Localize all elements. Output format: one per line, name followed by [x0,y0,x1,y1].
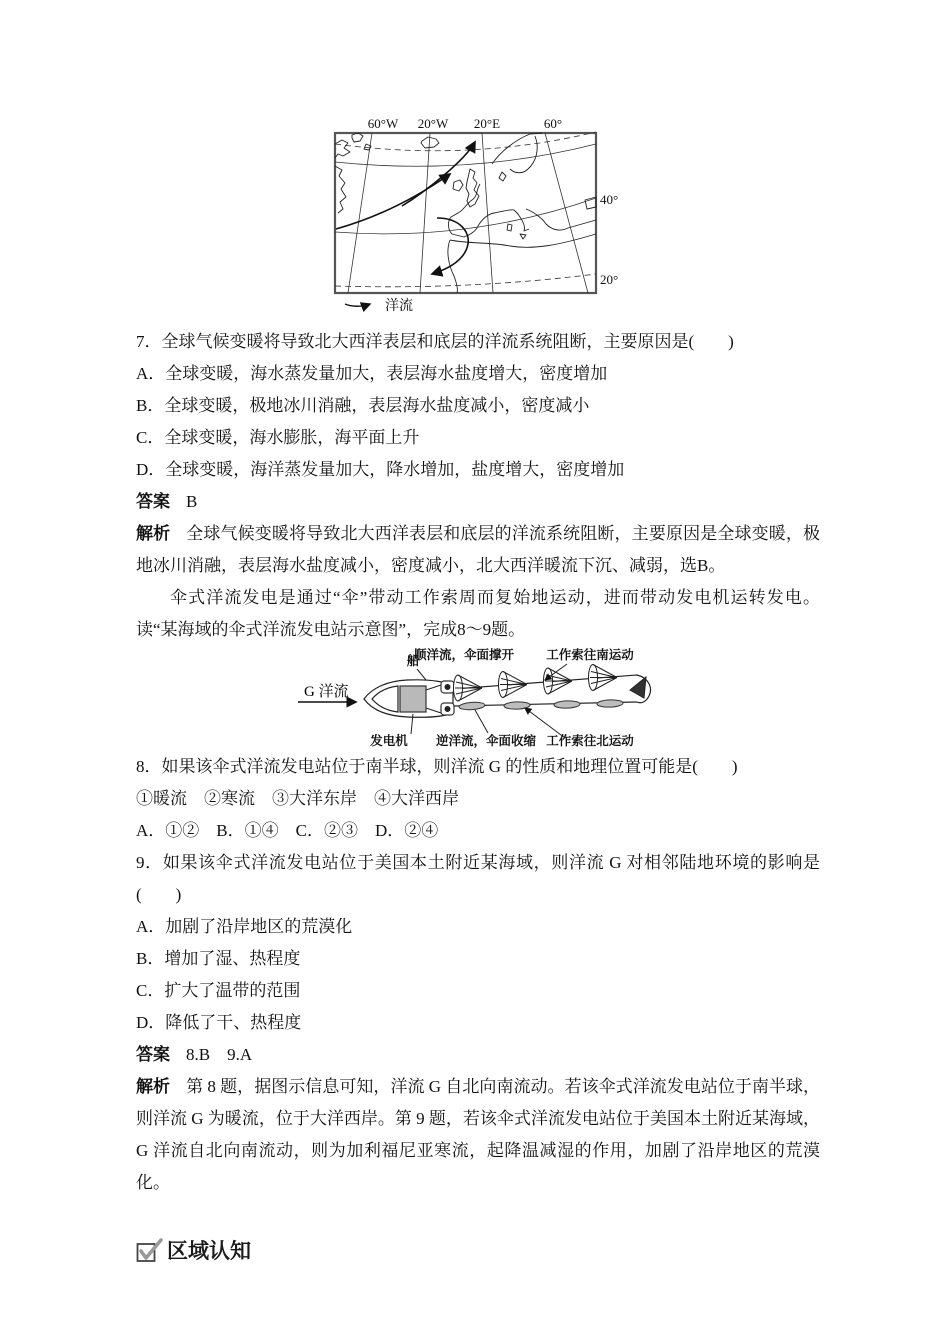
analysis-label: 解析 [136,524,171,543]
q89-analysis [136,1071,820,1199]
map-border [335,133,596,293]
lon-label-60e: 60° [543,116,563,131]
lon-label-60w: 60°W [367,116,399,131]
folded-umbrella [630,677,646,698]
q8-suboptions: ①暖流 ②寒流 ③大洋东岸 ④大洋西岸 [136,789,459,808]
q7-stem: 7．全球气候变暖将导致北大西洋表层和底层的洋流系统阻断，主要原因是( ) [136,332,734,351]
section-header [136,1235,820,1265]
bottom-state-label: 逆洋流，伞面收缩 [435,734,537,748]
q7-option-a: A．全球变暖，海水蒸发量加大，表层海水盐度增大，密度增加 [136,364,608,383]
answer-label: 答案 [136,492,170,511]
legend-current-arrow [345,304,370,306]
generator-box [400,686,426,712]
atlantic-current-map [330,114,630,318]
lon-label-20w: 20°W [417,116,449,131]
q9-stem: 9．如果该伞式洋流发电站位于美国本土附近某海域，则洋流 G 对相邻陆地环境的影响是( ) [136,853,820,904]
generator-label: 发电机 [370,734,408,748]
q7-answer-line [136,486,820,518]
q8-stem: 8．如果该伞式洋流发电站位于南半球，则洋流 G 的性质和地理位置可能是( ) [136,757,738,776]
q7-answer-value: B [186,492,198,511]
lat-label-40: 40° [600,192,619,207]
current-g-label: G 洋流 [304,684,349,700]
power-station-svg [282,648,674,748]
bottom-motion-label: 工作索往北运动 [546,734,634,748]
q7-option-d: D．全球变暖，海洋蒸发量加大，降水增加，盐度增大，密度增加 [136,460,625,479]
answer-label: 答案 [136,1045,170,1064]
q9-option-a: A．加剧了沿岸地区的荒漠化 [136,917,353,936]
question-content [136,326,820,1265]
top-motion-label: 工作索往南运动 [546,648,634,662]
q7-option-c: C．全球变暖，海水膨胀，海平面上升 [136,428,420,447]
collapsed-umbrellas [459,699,623,710]
lon-label-20e: 20°E [473,116,501,131]
map-svg [330,114,630,318]
q89-analysis-text: 第 8 题，据图示信息可知，洋流 G 自北向南流动。若该伞式洋流发电站位于南半球，则洋流 G 为暖流，位于大洋西岸。第 9 题，若该伞式洋流发电站位于美国本土附近某海域，G 洋流自北向南流动，则为加利福尼亚寒流，起降温减湿的作用，加剧了沿岸地区的荒漠化。 [136,1077,820,1192]
q89-answer-value: 8.B 9.A [186,1045,253,1064]
meridians [348,133,588,293]
lat-label-20: 20° [600,272,619,287]
power-station-figure [136,648,820,748]
q9-option-b: B．增加了湿、热程度 [136,949,301,968]
intro-8-9: 伞式洋流发电是通过“伞”带动工作索周而复始地运动，进而带动发电机运转发电。读“某海域的伞式洋流发电站示意图”，完成8～9题。 [136,588,820,639]
analysis-label: 解析 [136,1077,171,1096]
legend-label: 洋流 [385,299,413,314]
q8-choices: A．①② B．①④ C．②③ D．②④ [136,821,439,840]
ship [364,680,454,717]
ship-label: 船 [406,654,420,668]
coastlines [335,133,596,293]
q7-analysis-text: 全球气候变暖将导致北大西洋表层和底层的洋流系统阻断，主要原因是全球变暖，极地冰川消融，表层海水盐度减小，密度减小，北大西洋暖流下沉、减弱，选B。 [136,524,821,575]
map-legend [345,297,413,314]
section-title: 区域认知 [167,1240,251,1263]
q7-analysis [136,518,820,582]
top-state-label: 顺洋流，伞面撑开 [413,648,515,662]
q89-answer-line [136,1039,820,1071]
checkbox-icon [136,1237,164,1263]
current-arrows [336,142,475,274]
q9-option-d: D．降低了干、热程度 [136,1013,302,1032]
q9-option-c: C．扩大了温带的范围 [136,981,301,1000]
q7-option-b: B．全球变暖，极地冰川消融，表层海水盐度减小，密度减小 [136,396,590,415]
